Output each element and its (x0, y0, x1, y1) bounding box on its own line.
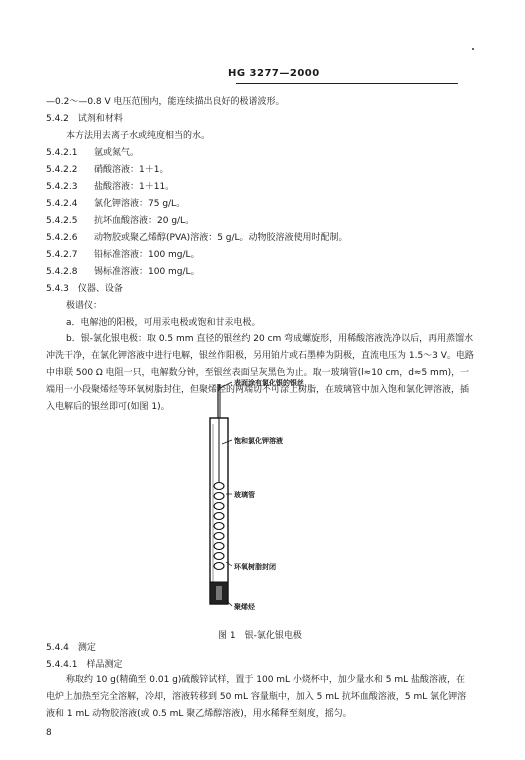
figure-caption: 图 1 银-氯化银电极 (218, 631, 302, 641)
list-item: 5.4.2.6 动物胶或聚乙烯醇(PVA)溶液：5 g/L。动物胶溶液使用时配制。 (46, 233, 348, 243)
figure-label: 环氧树脂封闭 (234, 563, 276, 571)
list-item: 5.4.2.2 硝酸溶液：1＋1。 (46, 165, 169, 175)
figure-label: 聚烯烃 (234, 603, 255, 611)
paragraph: 称取约 10 g(精确至 0.01 g)硫酸锌试样，置于 100 mL 小烧杯中，加少量水和 5 mL 盐酸溶液，在电炉上加热至完全溶解，冷却，溶液转移到 50 mL 容量瓶中，加入 5 mL 抗坏血酸溶液，5 mL 氯化钾溶液和 1 mL 动物胶溶液(或 0.5 mL 聚乙烯醇溶液)，用水稀释至刻度，摇匀。 (46, 675, 467, 719)
figure-label: 饱和氯化钾溶液 (234, 437, 283, 445)
figure-label: 表面涂有氯化银的银丝 (234, 379, 304, 387)
speck (472, 48, 474, 50)
section-heading: 5.4.4 测定 (46, 643, 96, 653)
paragraph: b．银-氯化银电极：取 0.5 mm 直径的银丝约 20 cm 弯成螺旋形，用稀酸溶液洗净以后，再用蒸馏水冲洗干净，在氯化钾溶液中进行电解，银丝作阳极，另用铂片或石墨棒为阴极，直流电压为 1.5～3 V。电路中串联 500 Ω 电阻一只，电解数分钟，至银丝表面呈灰黑色为止。取一玻璃管(l≈10 cm，d≈5 mm)，一端用一小段聚烯烃等环氧树脂封住，但聚烯烃的两端切不可涂上树脂，在玻璃管中加入饱和氯化钾溶液，插入电解后的银丝即可(如图 1)。 (46, 334, 474, 412)
list-item: 5.4.2.3 盐酸溶液：1＋11。 (46, 182, 175, 192)
list-item: 5.4.2.8 锡标准溶液：100 mg/L。 (46, 267, 200, 277)
text-line: 本方法用去离子水或纯度相当的水。 (66, 131, 211, 141)
electrode-figure (198, 376, 328, 622)
text-line: —0.2～—0.8 V 电压范围内，能连续描出良好的极谱波形。 (46, 97, 285, 107)
standard-number: HG 3277—2000 (228, 68, 320, 79)
section-heading: 5.4.2 试剂和材料 (46, 114, 123, 124)
list-item: 5.4.2.1 氩或氮气。 (46, 148, 140, 158)
figure-label: 玻璃管 (234, 491, 255, 499)
text-line: a．电解池的阳极，可用汞电极或饱和甘汞电极。 (66, 318, 261, 328)
list-item: 5.4.2.4 氯化钾溶液：75 g/L。 (46, 199, 186, 209)
list-item: 5.4.2.7 铅标准溶液：100 mg/L。 (46, 250, 200, 260)
section-heading: 5.4.3 仪器、设备 (46, 284, 123, 294)
section-heading: 5.4.4.1 样品测定 (46, 660, 123, 670)
list-item: 5.4.2.5 抗坏血酸溶液：20 g/L。 (46, 216, 195, 226)
text-line: 极谱仪： (66, 301, 103, 311)
header-rule (236, 83, 458, 84)
page-number: 8 (46, 728, 52, 738)
